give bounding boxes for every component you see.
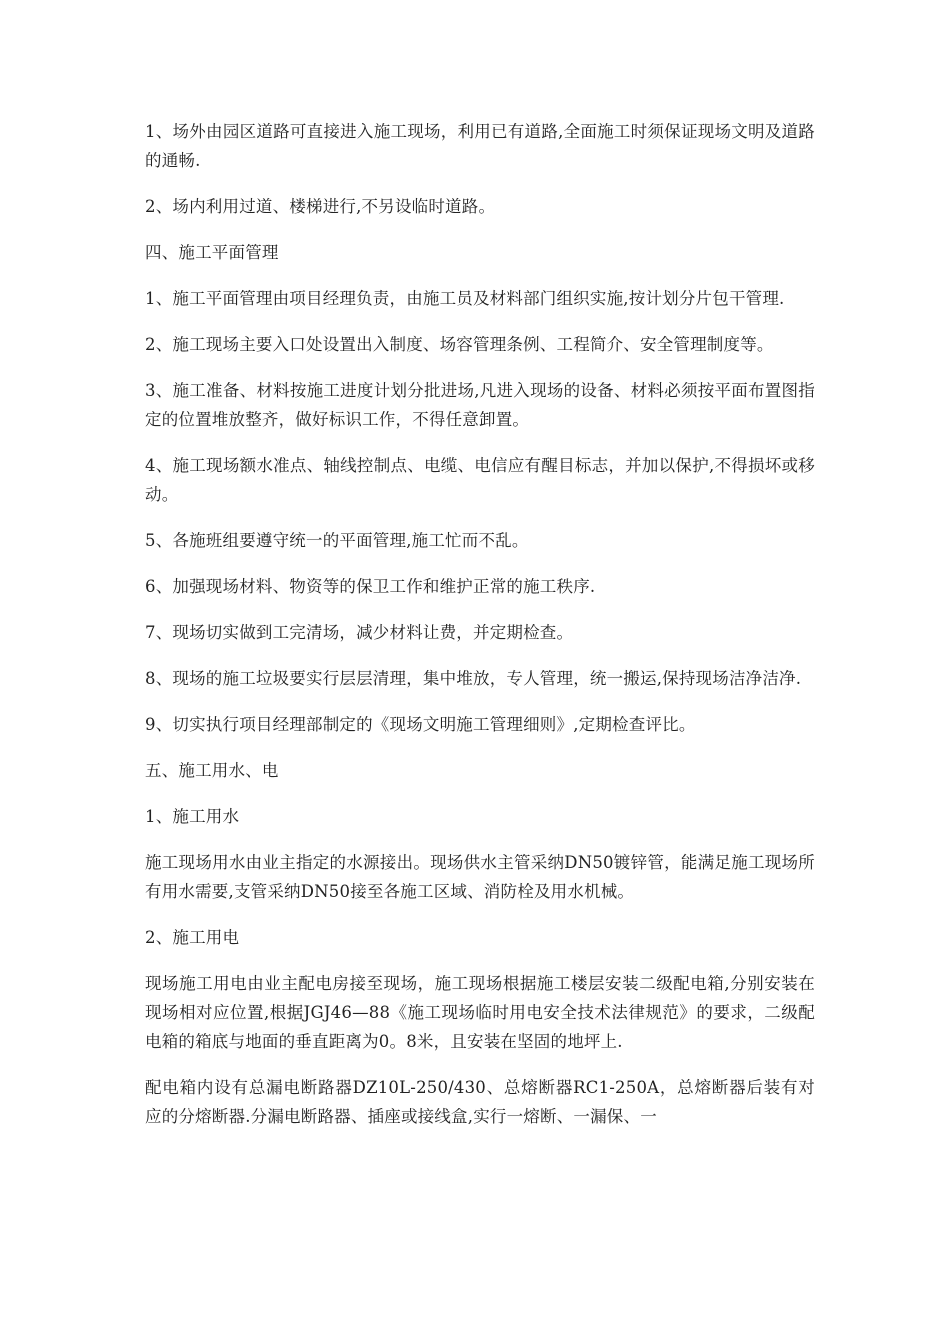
paragraph-waste-handling: 8、现场的施工垃圾要实行层层清理，集中堆放，专人管理，统一搬运,保持现场洁净洁净. bbox=[145, 669, 802, 688]
paragraph-team-compliance: 5、各施班组要遵守统一的平面管理,施工忙而不乱。 bbox=[145, 531, 529, 550]
paragraph-security-order: 6、加强现场材料、物资等的保卫工作和维护正常的施工秩序. bbox=[145, 577, 596, 596]
paragraph-site-access-road: 1、场外由园区道路可直接进入施工现场，利用已有道路,全面施工时须保证现场文明及道路的通畅. bbox=[145, 122, 815, 170]
paragraph-internal-passage: 2、场内利用过道、楼梯进行,不另设临时道路。 bbox=[145, 197, 496, 216]
paragraph-control-points: 4、施工现场额水准点、轴线控制点、电缆、电信应有醒目标志，并加以保护,不得损坏或移动。 bbox=[145, 456, 815, 504]
paragraph-plan-responsibility: 1、施工平面管理由项目经理负责，由施工员及材料部门组织实施,按计划分片包干管理. bbox=[145, 289, 785, 308]
section-heading-plan-management: 四、施工平面管理 bbox=[145, 243, 279, 262]
paragraph-entrance-signage: 2、施工现场主要入口处设置出入制度、场容管理条例、工程简介、安全管理制度等。 bbox=[145, 335, 774, 354]
document-body bbox=[145, 117, 815, 1148]
paragraph-distribution-box: 配电箱内设有总漏电断路器DZ10L-250/430、总熔断器RC1-250A，总熔断器后装有对应的分熔断器.分漏电断路器、插座或接线盒,实行一熔断、一漏保、一 bbox=[145, 1078, 815, 1126]
subheading-power-supply: 2、施工用电 bbox=[145, 928, 240, 947]
paragraph-civilized-rules: 9、切实执行项目经理部制定的《现场文明施工管理细则》,定期检查评比。 bbox=[145, 715, 696, 734]
section-heading-water-electricity: 五、施工用水、电 bbox=[145, 761, 279, 780]
paragraph-power-supply: 现场施工用电由业主配电房接至现场，施工现场根据施工楼层安装二级配电箱,分别安装在现场相对应位置,根据JGJ46—88《施工现场临时用电安全技术法律规范》的要求，二级配电箱的箱底与地面的垂直距离为0。8米，且安装在坚固的地坪上. bbox=[145, 974, 815, 1051]
paragraph-water-supply: 施工现场用水由业主指定的水源接出。现场供水主管采纳DN50镀锌管，能满足施工现场所有用水需要,支管采纳DN50接至各施工区域、消防栓及用水机械。 bbox=[145, 853, 815, 901]
subheading-water-supply: 1、施工用水 bbox=[145, 807, 240, 826]
paragraph-site-cleanup: 7、现场切实做到工完清场，减少材料让费，并定期检查。 bbox=[145, 623, 574, 642]
paragraph-material-stacking: 3、施工准备、材料按施工进度计划分批进场,凡进入现场的设备、材料必须按平面布置图指定的位置堆放整齐，做好标识工作，不得任意卸置。 bbox=[145, 381, 815, 429]
